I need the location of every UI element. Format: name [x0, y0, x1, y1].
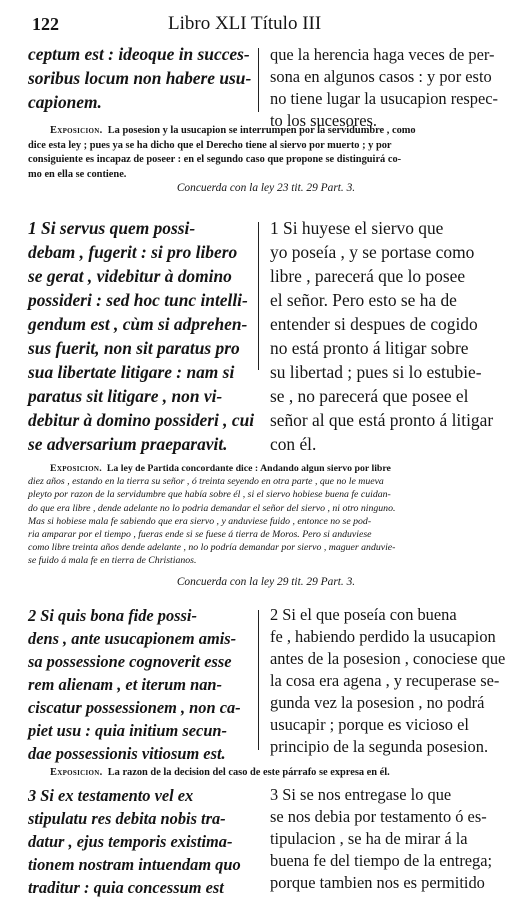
- latin-line: capionem.: [28, 92, 102, 112]
- latin-line: 3 Si ex testamento vel ex: [28, 786, 194, 805]
- section-3-latin: [28, 784, 258, 899]
- spanish-line: su libertad ; pues si lo estubie-: [270, 362, 482, 382]
- spanish-line: porque tambien nos es permitido: [270, 873, 485, 892]
- spanish-line: fe , habiendo perdido la usucapion: [270, 627, 496, 646]
- spanish-line: se nos debia por testamento ó es-: [270, 807, 487, 826]
- spanish-line: buena fe del tiempo de la entrega;: [270, 851, 493, 870]
- spanish-line: yo poseía , y se portase como: [270, 242, 475, 262]
- latin-line: ciscatur possessionem , non ca-: [28, 698, 241, 717]
- exposicion-text: ria amparar por el tiempo , fueras ende si se fuese á tierra de Moros. Pero si anduviese: [28, 529, 372, 541]
- column-divider: [258, 48, 259, 112]
- exposicion-label: Exposicion.: [50, 125, 103, 136]
- latin-line: 1 Si servus quem possi-: [28, 218, 196, 238]
- latin-line: ceptum est : ideoque in succes-: [28, 44, 250, 64]
- concordance-1: Concuerda con la ley 23 tit. 29 Part. 3.: [176, 182, 356, 194]
- latin-line: debam , fugerit : si pro libero: [28, 242, 238, 262]
- spanish-line: antes de la posesion , conociese que: [270, 649, 506, 668]
- spanish-line: el señor. Pero esto se ha de: [270, 290, 457, 310]
- exposicion-text: La ley de Partida concordante dice : Andando algun siervo por libre: [106, 463, 391, 474]
- section-2-latin: [28, 604, 258, 765]
- top-spanish-column: [270, 44, 510, 132]
- exposicion-text: La razon de la decision del caso de este párrafo se expresa en él.: [107, 767, 390, 778]
- spanish-line: tipulacion , se ha de mirar á la: [270, 829, 468, 848]
- spanish-line: no tiene lugar la usucapion respec-: [270, 89, 499, 108]
- latin-line: debitur à domino possideri , cui: [28, 410, 255, 430]
- column-divider: [258, 610, 259, 750]
- latin-line: piet usu : quia initium secun-: [28, 721, 228, 740]
- latin-line: se gerat , videbitur à domino: [28, 266, 232, 286]
- exposicion-2: [28, 462, 508, 568]
- exposicion-label: Exposicion.: [50, 767, 103, 778]
- spanish-line: 1 Si huyese el siervo que: [270, 218, 444, 238]
- spanish-line: 3 Si se nos entregase lo que: [270, 785, 452, 804]
- latin-line: datur , ejus temporis existima-: [28, 832, 233, 851]
- latin-line: stipulatu res debita nobis tra-: [28, 809, 226, 828]
- latin-line: sa possessione cognoverit esse: [28, 652, 232, 671]
- exposicion-text: como libre treinta años dende adelante , no lo podría demandar por siervo , maguer anduvie-: [28, 542, 396, 554]
- exposicion-text: La posesion y la usucapion se interrumpen por la servidumbre , como: [107, 125, 416, 136]
- spanish-line: gunda vez la posesion , no podrá: [270, 693, 485, 712]
- latin-line: 2 Si quis bona fide possi-: [28, 606, 197, 625]
- spanish-line: principio de la segunda posesion.: [270, 737, 489, 756]
- section-3-spanish: [270, 784, 512, 894]
- concordance-2: Concuerda con la ley 29 tit. 29 Part. 3.: [176, 576, 356, 588]
- exposicion-text: dice esta ley ; pues ya se ha dicho que el Derecho tiene al siervo por muerto ; y por: [28, 139, 392, 151]
- exposicion-text: se fuido á mala fe en tierra de Christianos.: [28, 555, 197, 567]
- spanish-line: que la herencia haga veces de per-: [270, 45, 495, 64]
- spanish-line: señor al que está pronto á litigar: [270, 410, 494, 430]
- exposicion-text: diez años , estando en la tierra su señor , ó treinta seyendo en otra parte , que no le mueva: [28, 476, 384, 488]
- exposicion-text: do que era libre , dende adelante no lo podria demandar el señor del siervo , ni otro ninguno.: [28, 502, 396, 514]
- column-divider: [258, 222, 259, 370]
- latin-line: paratus sit litigare , non vi-: [28, 386, 223, 406]
- spanish-line: no está pronto á litigar sobre: [270, 338, 469, 358]
- latin-line: soribus locum non habere usu-: [28, 68, 252, 88]
- latin-line: dae possessionis vitiosum est.: [28, 744, 226, 763]
- latin-line: dens , ante usucapionem amis-: [28, 629, 237, 648]
- exposicion-text: pleyto por razon de la servidumbre que había sobre él , si el siervo hobiese buena fe cuidan-: [28, 489, 391, 501]
- exposicion-text: mo en ella se contiene.: [28, 168, 127, 180]
- spanish-line: 2 Si el que poseía con buena: [270, 605, 457, 624]
- exposicion-text: Mas si hobiese mala fe sabiendo que era siervo , y anduviese fuido , entonce no se pod-: [28, 515, 372, 527]
- spanish-line: usucapir ; porque es vicioso el: [270, 715, 469, 734]
- latin-line: tionem nostram intuendam quo: [28, 855, 241, 874]
- exposicion-1: [28, 124, 508, 182]
- spanish-line: se , no parecerá que posee el: [270, 386, 469, 406]
- spanish-line: libre , parecerá que lo posee: [270, 266, 466, 286]
- section-1-latin: [28, 216, 256, 456]
- latin-line: sua libertate litigare : nam si: [28, 362, 235, 382]
- latin-line: gendum est , cùm si adprehen-: [28, 314, 248, 334]
- spanish-line: entender si despues de cogido: [270, 314, 478, 334]
- latin-line: sus fuerit, non sit paratus pro: [28, 338, 240, 358]
- latin-line: traditur : quia concessum est: [28, 878, 224, 897]
- latin-line: possideri : sed hoc tunc intelli-: [28, 290, 248, 310]
- top-latin-column: [28, 42, 256, 114]
- spanish-line: con él.: [270, 434, 317, 454]
- exposicion-text: consiguiente es incapaz de poseer : en el segundo caso que propone se distinguirá co-: [28, 154, 402, 165]
- exposicion-label: Exposicion.: [50, 463, 102, 474]
- running-title: Libro XLI Título III: [168, 13, 322, 34]
- latin-line: rem alienam , et iterum nan-: [28, 675, 222, 694]
- section-1-spanish: [270, 216, 510, 456]
- spanish-line: to los sucesores.: [270, 111, 377, 130]
- page-number: 122: [32, 14, 59, 34]
- latin-line: se adversarium praeparavit.: [28, 434, 228, 454]
- exposicion-3: [28, 766, 508, 781]
- section-2-spanish: [270, 604, 512, 758]
- spanish-line: sona en algunos casos : y por esto: [270, 67, 492, 86]
- spanish-line: la cosa era agena , y recuperase se-: [270, 671, 500, 690]
